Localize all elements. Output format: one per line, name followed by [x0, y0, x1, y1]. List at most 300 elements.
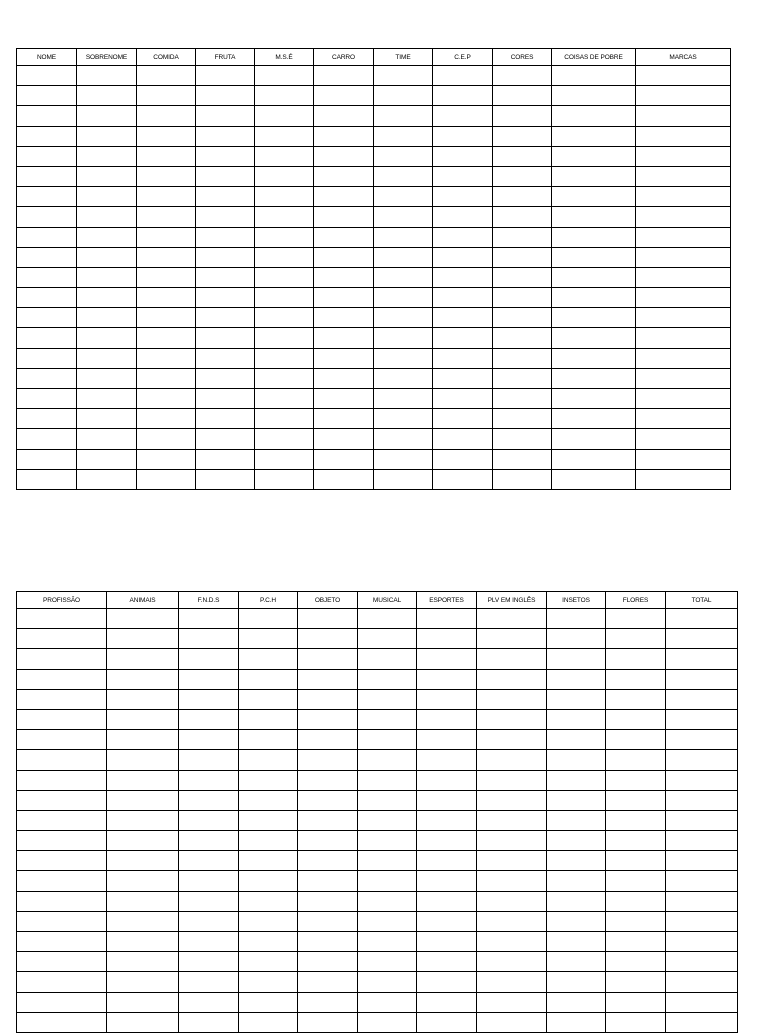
table-row [17, 790, 738, 810]
answer-cell [477, 851, 547, 871]
answer-cell [179, 609, 239, 629]
table-row [17, 166, 731, 186]
answer-cell [358, 669, 417, 689]
table-row [17, 126, 731, 146]
answer-cell [606, 831, 666, 851]
answer-cell [552, 267, 636, 287]
answer-cell [358, 629, 417, 649]
answer-cell [417, 952, 477, 972]
answer-cell [552, 288, 636, 308]
answer-cell [137, 66, 196, 86]
answer-cell [547, 750, 606, 770]
answer-cell [477, 810, 547, 830]
column-header-cores: CORES [493, 49, 552, 66]
table-body [17, 609, 738, 1033]
table-row [17, 429, 731, 449]
answer-cell [239, 891, 298, 911]
answer-cell [196, 348, 255, 368]
answer-cell [298, 952, 358, 972]
answer-cell [477, 730, 547, 750]
table-row [17, 469, 731, 489]
table-row [17, 368, 731, 388]
answer-cell [196, 308, 255, 328]
answer-cell [137, 429, 196, 449]
answer-cell [606, 649, 666, 669]
answer-cell [298, 689, 358, 709]
answer-cell [666, 790, 738, 810]
answer-cell [298, 810, 358, 830]
answer-cell [417, 629, 477, 649]
answer-cell [107, 790, 179, 810]
answer-cell [239, 730, 298, 750]
answer-cell [196, 86, 255, 106]
answer-cell [433, 389, 493, 409]
answer-cell [298, 932, 358, 952]
answer-cell [666, 972, 738, 992]
answer-cell [137, 348, 196, 368]
answer-cell [239, 770, 298, 790]
answer-cell [606, 992, 666, 1012]
answer-cell [196, 166, 255, 186]
answer-cell [137, 267, 196, 287]
table-row [17, 709, 738, 729]
answer-cell [358, 810, 417, 830]
game-sheet-table-two [16, 591, 738, 1033]
column-header-nome: NOME [17, 49, 77, 66]
answer-cell [636, 86, 731, 106]
answer-cell [433, 126, 493, 146]
answer-cell [298, 669, 358, 689]
answer-cell [137, 106, 196, 126]
table-row [17, 750, 738, 770]
answer-cell [239, 810, 298, 830]
answer-cell [666, 831, 738, 851]
answer-cell [298, 871, 358, 891]
answer-cell [137, 449, 196, 469]
answer-cell [666, 851, 738, 871]
answer-cell [493, 227, 552, 247]
answer-cell [636, 126, 731, 146]
table-row [17, 267, 731, 287]
answer-cell [255, 126, 314, 146]
answer-cell [358, 750, 417, 770]
table-row [17, 389, 731, 409]
answer-cell [298, 911, 358, 931]
answer-cell [17, 449, 77, 469]
answer-cell [255, 106, 314, 126]
table-row [17, 831, 738, 851]
answer-cell [107, 669, 179, 689]
answer-cell [298, 972, 358, 992]
answer-cell [255, 469, 314, 489]
answer-cell [552, 146, 636, 166]
column-header-sobrenome: SOBRENOME [77, 49, 137, 66]
answer-cell [17, 972, 107, 992]
answer-cell [314, 429, 374, 449]
answer-cell [417, 709, 477, 729]
answer-cell [552, 469, 636, 489]
answer-cell [417, 730, 477, 750]
answer-cell [298, 1012, 358, 1032]
answer-cell [358, 1012, 417, 1032]
answer-cell [179, 871, 239, 891]
answer-cell [137, 389, 196, 409]
answer-cell [179, 851, 239, 871]
answer-cell [417, 831, 477, 851]
answer-cell [433, 328, 493, 348]
answer-cell [179, 992, 239, 1012]
answer-cell [547, 669, 606, 689]
answer-cell [552, 207, 636, 227]
answer-cell [255, 166, 314, 186]
table-row [17, 1012, 738, 1032]
answer-cell [17, 730, 107, 750]
answer-cell [17, 288, 77, 308]
answer-cell [493, 86, 552, 106]
answer-cell [547, 649, 606, 669]
answer-cell [298, 831, 358, 851]
answer-cell [666, 730, 738, 750]
header-row [17, 49, 731, 66]
answer-cell [298, 891, 358, 911]
answer-cell [17, 227, 77, 247]
answer-cell [358, 891, 417, 911]
answer-cell [493, 409, 552, 429]
answer-cell [239, 871, 298, 891]
answer-cell [107, 891, 179, 911]
answer-cell [298, 609, 358, 629]
answer-cell [666, 669, 738, 689]
answer-cell [374, 328, 433, 348]
answer-cell [196, 429, 255, 449]
answer-cell [433, 368, 493, 388]
table-row [17, 247, 731, 267]
answer-cell [196, 328, 255, 348]
answer-cell [17, 770, 107, 790]
answer-cell [107, 972, 179, 992]
answer-cell [298, 649, 358, 669]
answer-cell [107, 750, 179, 770]
answer-cell [477, 649, 547, 669]
answer-cell [666, 689, 738, 709]
answer-cell [298, 992, 358, 1012]
answer-cell [374, 368, 433, 388]
answer-cell [374, 207, 433, 227]
answer-cell [77, 207, 137, 227]
answer-cell [493, 126, 552, 146]
answer-cell [179, 730, 239, 750]
column-header-profissao: PROFISSÃO [17, 592, 107, 609]
answer-cell [314, 247, 374, 267]
answer-cell [77, 389, 137, 409]
answer-cell [606, 709, 666, 729]
answer-cell [77, 86, 137, 106]
answer-cell [196, 126, 255, 146]
table-row [17, 810, 738, 830]
answer-cell [17, 831, 107, 851]
column-header-insetos: INSETOS [547, 592, 606, 609]
answer-cell [314, 469, 374, 489]
answer-cell [137, 288, 196, 308]
answer-cell [239, 669, 298, 689]
answer-cell [547, 911, 606, 931]
answer-cell [606, 952, 666, 972]
answer-cell [107, 952, 179, 972]
answer-cell [179, 790, 239, 810]
answer-cell [552, 106, 636, 126]
column-header-total: TOTAL [666, 592, 738, 609]
answer-cell [374, 469, 433, 489]
answer-cell [606, 609, 666, 629]
answer-cell [374, 449, 433, 469]
answer-cell [493, 166, 552, 186]
answer-cell [636, 247, 731, 267]
answer-cell [636, 328, 731, 348]
answer-cell [314, 106, 374, 126]
answer-cell [179, 1012, 239, 1032]
answer-cell [433, 86, 493, 106]
answer-cell [137, 409, 196, 429]
answer-cell [17, 389, 77, 409]
answer-cell [77, 227, 137, 247]
answer-cell [374, 106, 433, 126]
answer-cell [433, 449, 493, 469]
answer-cell [255, 267, 314, 287]
answer-cell [636, 409, 731, 429]
table-row [17, 207, 731, 227]
answer-cell [493, 429, 552, 449]
answer-cell [606, 1012, 666, 1032]
answer-cell [552, 66, 636, 86]
answer-cell [358, 932, 417, 952]
answer-cell [552, 247, 636, 267]
answer-cell [17, 932, 107, 952]
header-row [17, 592, 738, 609]
answer-cell [606, 790, 666, 810]
answer-cell [17, 609, 107, 629]
answer-cell [239, 831, 298, 851]
answer-cell [606, 730, 666, 750]
column-header-fnds: F.N.D.S [179, 592, 239, 609]
answer-cell [547, 992, 606, 1012]
answer-cell [666, 750, 738, 770]
column-header-time: TIME [374, 49, 433, 66]
answer-cell [255, 308, 314, 328]
table-row [17, 871, 738, 891]
answer-cell [107, 992, 179, 1012]
answer-cell [493, 267, 552, 287]
answer-cell [374, 146, 433, 166]
answer-cell [196, 288, 255, 308]
answer-cell [239, 689, 298, 709]
answer-cell [314, 368, 374, 388]
answer-cell [107, 770, 179, 790]
answer-cell [179, 709, 239, 729]
answer-cell [493, 146, 552, 166]
answer-cell [547, 609, 606, 629]
answer-cell [255, 328, 314, 348]
answer-cell [298, 629, 358, 649]
answer-cell [179, 972, 239, 992]
answer-cell [17, 790, 107, 810]
answer-cell [77, 267, 137, 287]
answer-cell [433, 207, 493, 227]
answer-cell [77, 187, 137, 207]
answer-cell [17, 66, 77, 86]
answer-cell [239, 952, 298, 972]
answer-cell [477, 911, 547, 931]
answer-cell [255, 348, 314, 368]
answer-cell [17, 810, 107, 830]
answer-cell [314, 126, 374, 146]
answer-cell [239, 932, 298, 952]
table-row [17, 689, 738, 709]
answer-cell [477, 891, 547, 911]
answer-cell [547, 851, 606, 871]
answer-cell [547, 952, 606, 972]
answer-cell [196, 267, 255, 287]
table-row [17, 972, 738, 992]
answer-cell [636, 166, 731, 186]
table-row [17, 66, 731, 86]
answer-cell [552, 166, 636, 186]
answer-cell [314, 409, 374, 429]
answer-cell [552, 409, 636, 429]
answer-cell [666, 871, 738, 891]
answer-cell [552, 126, 636, 146]
answer-cell [314, 308, 374, 328]
table-row [17, 187, 731, 207]
answer-cell [493, 469, 552, 489]
answer-cell [239, 750, 298, 770]
column-header-musical: MUSICAL [358, 592, 417, 609]
answer-cell [17, 328, 77, 348]
answer-cell [636, 227, 731, 247]
answer-cell [137, 207, 196, 227]
answer-cell [358, 649, 417, 669]
answer-cell [314, 86, 374, 106]
answer-cell [255, 409, 314, 429]
answer-cell [606, 871, 666, 891]
answer-cell [433, 288, 493, 308]
table-row [17, 629, 738, 649]
answer-cell [547, 932, 606, 952]
answer-cell [666, 609, 738, 629]
table-row [17, 649, 738, 669]
answer-cell [314, 166, 374, 186]
answer-cell [314, 207, 374, 227]
table-row [17, 992, 738, 1012]
answer-cell [417, 1012, 477, 1032]
answer-cell [493, 106, 552, 126]
answer-cell [433, 348, 493, 368]
answer-cell [17, 689, 107, 709]
answer-cell [17, 871, 107, 891]
answer-cell [358, 851, 417, 871]
answer-cell [255, 187, 314, 207]
answer-cell [196, 106, 255, 126]
answer-cell [552, 348, 636, 368]
answer-cell [477, 669, 547, 689]
table-row [17, 409, 731, 429]
answer-cell [477, 790, 547, 810]
answer-cell [107, 831, 179, 851]
answer-cell [552, 86, 636, 106]
answer-cell [358, 770, 417, 790]
column-header-plv-em-ingles: PLV EM INGLÊS [477, 592, 547, 609]
answer-cell [77, 449, 137, 469]
answer-cell [636, 449, 731, 469]
answer-cell [433, 146, 493, 166]
answer-cell [358, 831, 417, 851]
answer-cell [17, 247, 77, 267]
answer-cell [17, 629, 107, 649]
answer-cell [314, 66, 374, 86]
answer-cell [17, 106, 77, 126]
answer-cell [179, 891, 239, 911]
answer-cell [477, 709, 547, 729]
answer-cell [179, 952, 239, 972]
answer-cell [547, 709, 606, 729]
column-header-coisas-de-pobre: COISAS DE POBRE [552, 49, 636, 66]
table-row [17, 86, 731, 106]
answer-cell [493, 348, 552, 368]
answer-cell [107, 649, 179, 669]
answer-cell [255, 429, 314, 449]
answer-cell [17, 207, 77, 227]
answer-cell [314, 288, 374, 308]
answer-cell [314, 146, 374, 166]
answer-cell [77, 66, 137, 86]
answer-cell [493, 288, 552, 308]
column-header-fruta: FRUTA [196, 49, 255, 66]
answer-cell [417, 770, 477, 790]
answer-cell [493, 247, 552, 267]
answer-cell [17, 649, 107, 669]
answer-cell [666, 992, 738, 1012]
answer-cell [255, 227, 314, 247]
answer-cell [433, 166, 493, 186]
answer-cell [298, 709, 358, 729]
answer-cell [606, 891, 666, 911]
answer-cell [314, 328, 374, 348]
answer-cell [107, 871, 179, 891]
answer-cell [107, 810, 179, 830]
answer-cell [374, 187, 433, 207]
answer-cell [107, 730, 179, 750]
answer-cell [417, 790, 477, 810]
answer-cell [239, 609, 298, 629]
answer-cell [358, 952, 417, 972]
table-row [17, 669, 738, 689]
answer-cell [17, 429, 77, 449]
answer-cell [636, 288, 731, 308]
table-row [17, 288, 731, 308]
table-row [17, 449, 731, 469]
answer-cell [477, 871, 547, 891]
answer-cell [179, 770, 239, 790]
answer-cell [17, 86, 77, 106]
table-row [17, 106, 731, 126]
column-header-carro: CARRO [314, 49, 374, 66]
answer-cell [636, 267, 731, 287]
answer-cell [636, 187, 731, 207]
answer-cell [433, 429, 493, 449]
answer-cell [552, 187, 636, 207]
answer-cell [358, 689, 417, 709]
answer-cell [374, 247, 433, 267]
answer-cell [107, 911, 179, 931]
